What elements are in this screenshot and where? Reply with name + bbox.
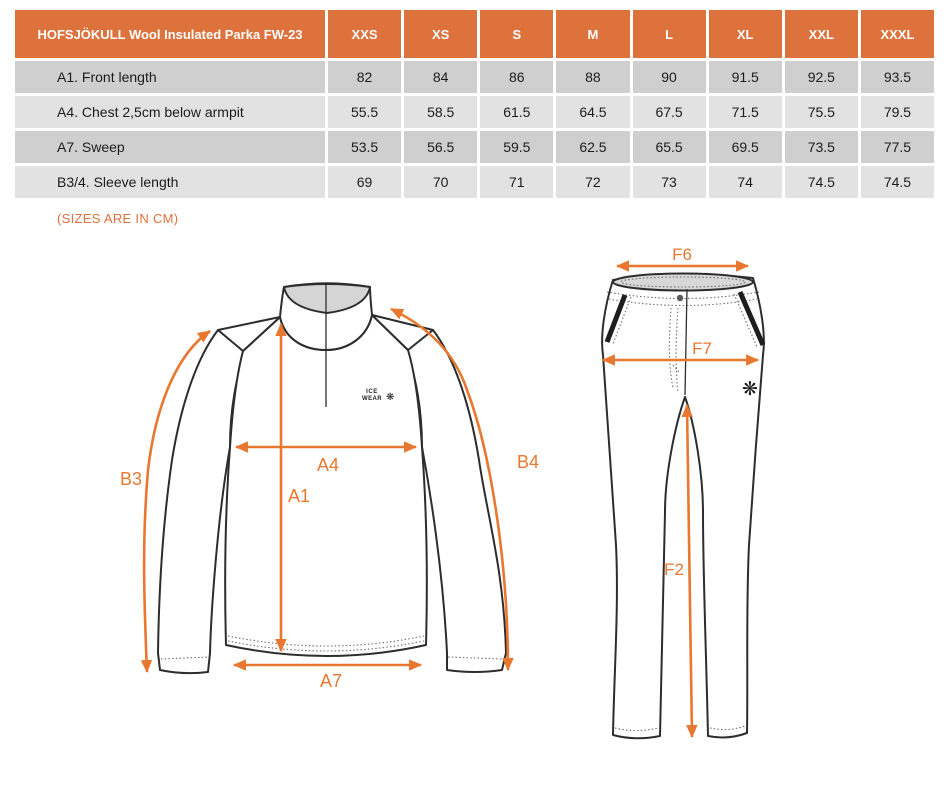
brand-logo-line1: ICE (366, 389, 378, 395)
col-header-xl: XL (709, 10, 782, 58)
col-header-xxxl: XXXL (861, 10, 934, 58)
value-cell: 58.5 (404, 96, 477, 128)
col-header-s: S (480, 10, 553, 58)
value-cell: 71.5 (709, 96, 782, 128)
label-a1: A1 (288, 486, 311, 506)
waist-button (677, 295, 683, 301)
value-cell: 61.5 (480, 96, 553, 128)
row-label-sweep: A7. Sweep (15, 131, 325, 163)
value-cell: 55.5 (328, 96, 401, 128)
value-cell: 75.5 (785, 96, 858, 128)
label-f6: F6 (672, 245, 692, 264)
pants-measurement-diagram (580, 245, 840, 775)
arrow-f2 (687, 405, 692, 737)
value-cell: 62.5 (556, 131, 629, 163)
value-cell: 74.5 (785, 166, 858, 198)
label-f7: F7 (692, 339, 712, 358)
value-cell: 65.5 (633, 131, 706, 163)
value-cell: 56.5 (404, 131, 477, 163)
value-cell: 86 (480, 61, 553, 93)
value-cell: 69 (328, 166, 401, 198)
value-cell: 74.5 (861, 166, 934, 198)
row-label-front-length: A1. Front length (15, 61, 325, 93)
value-cell: 73 (633, 166, 706, 198)
waist-opening (613, 274, 753, 291)
size-chart-table (15, 10, 934, 198)
units-note: (SIZES ARE IN CM) (57, 211, 179, 226)
value-cell: 77.5 (861, 131, 934, 163)
pants-snowflake-icon: ❋ (742, 379, 758, 400)
value-cell: 90 (633, 61, 706, 93)
value-cell: 91.5 (709, 61, 782, 93)
col-header-xxs: XXS (328, 10, 401, 58)
value-cell: 79.5 (861, 96, 934, 128)
row-label-chest: A4. Chest 2,5cm below armpit (15, 96, 325, 128)
row-label-sleeve-length: B3/4. Sleeve length (15, 166, 325, 198)
value-cell: 72 (556, 166, 629, 198)
value-cell: 92.5 (785, 61, 858, 93)
col-header-xs: XS (404, 10, 477, 58)
table-title-cell (15, 10, 325, 58)
brand-logo-line2: WEAR (362, 396, 382, 402)
value-cell: 74 (709, 166, 782, 198)
col-header-xxl: XXL (785, 10, 858, 58)
value-cell: 93.5 (861, 61, 934, 93)
value-cell: 69.5 (709, 131, 782, 163)
brand-logo-snowflake-icon: ❋ (386, 392, 395, 403)
col-header-m: M (556, 10, 629, 58)
value-cell: 67.5 (633, 96, 706, 128)
label-b4: B4 (516, 452, 540, 472)
label-a7: A7 (319, 671, 343, 691)
jacket-measurement-diagram (100, 240, 574, 714)
value-cell: 84 (404, 61, 477, 93)
value-cell: 59.5 (480, 131, 553, 163)
value-cell: 73.5 (785, 131, 858, 163)
value-cell: 88 (556, 61, 629, 93)
pants-outline (602, 274, 764, 738)
label-a4: A4 (316, 455, 340, 475)
value-cell: 70 (404, 166, 477, 198)
col-header-l: L (633, 10, 706, 58)
value-cell: 71 (480, 166, 553, 198)
label-b3: B3 (119, 469, 143, 489)
label-f2: F2 (664, 560, 684, 579)
value-cell: 64.5 (556, 96, 629, 128)
value-cell: 53.5 (328, 131, 401, 163)
value-cell: 82 (328, 61, 401, 93)
product-title: HOFSJÖKULL Wool Insulated Parka FW-23 (37, 26, 303, 42)
